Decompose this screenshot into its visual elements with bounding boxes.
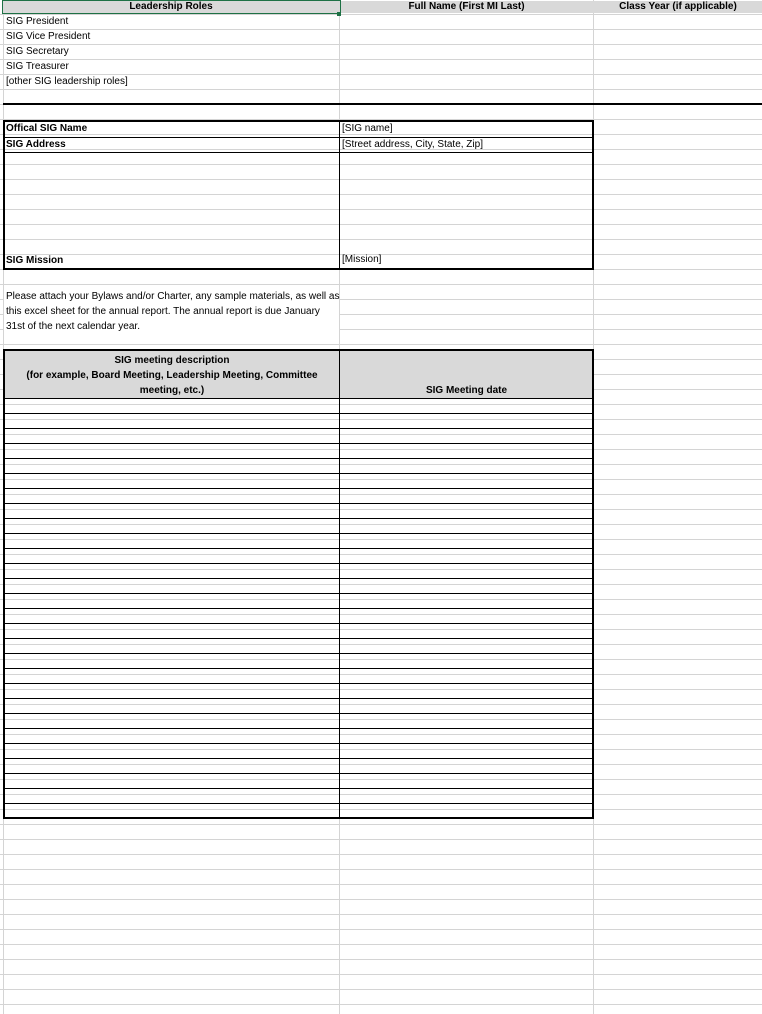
role-treasurer[interactable]: SIG Treasurer	[6, 61, 69, 72]
meeting-row-line	[5, 623, 592, 624]
meeting-row-line	[5, 443, 592, 444]
meetings-table-border	[3, 349, 594, 819]
meeting-row-line	[5, 548, 592, 549]
grid-row-line	[0, 29, 762, 30]
meeting-row-line	[5, 428, 592, 429]
grid-row-line	[0, 914, 762, 915]
grid-row-line	[0, 89, 762, 90]
meeting-row-line	[5, 788, 592, 789]
sig-mission-label: SIG Mission	[6, 255, 64, 266]
meeting-row-line	[5, 503, 592, 504]
meeting-row-line	[5, 668, 592, 669]
grid-row-line	[0, 959, 762, 960]
instructions-line-1: Please attach your Bylaws and/or Charter, any sample materials, as well as	[6, 291, 340, 302]
instructions-line-2: this excel sheet for the annual report. The annual report is due January	[6, 306, 320, 317]
meeting-row-line	[5, 488, 592, 489]
meeting-date-header: SIG Meeting date	[425, 385, 508, 396]
sig-address-value[interactable]: [Street address, City, State, Zip]	[342, 139, 483, 150]
meeting-row-line	[5, 773, 592, 774]
header-class-year: Class Year (if applicable)	[619, 1, 737, 12]
meeting-description-header-line-2: (for example, Board Meeting, Leadership Meeting, Committee	[26, 370, 318, 381]
meeting-row-line	[5, 608, 592, 609]
grid-row-line	[0, 944, 762, 945]
grid-row-line	[0, 59, 762, 60]
role-president[interactable]: SIG President	[6, 16, 69, 27]
meeting-row-line	[5, 593, 592, 594]
sig-info-box	[3, 120, 594, 270]
meetings-table-divider	[339, 351, 340, 817]
meeting-description-header-line-1: SIG meeting description	[114, 355, 230, 366]
grid-row-line	[0, 824, 762, 825]
meeting-row-line	[5, 803, 592, 804]
meeting-row-line	[5, 728, 592, 729]
meeting-row-line	[5, 698, 592, 699]
meeting-row-line	[5, 578, 592, 579]
meeting-row-line	[5, 518, 592, 519]
grid-row-line	[0, 14, 762, 15]
sig-name-label: Offical SIG Name	[6, 123, 88, 134]
sig-name-value[interactable]: [SIG name]	[342, 123, 393, 134]
grid-row-line	[0, 344, 762, 345]
role-secretary[interactable]: SIG Secretary	[6, 46, 69, 57]
meeting-row-line	[5, 398, 592, 399]
meeting-row-line	[5, 563, 592, 564]
role-other[interactable]: [other SIG leadership roles]	[6, 76, 128, 87]
grid-row-line	[0, 869, 762, 870]
meeting-row-line	[5, 743, 592, 744]
grid-row-line	[0, 839, 762, 840]
meeting-description-header-line-3: meeting, etc.)	[139, 385, 205, 396]
meeting-row-line	[5, 638, 592, 639]
grid-row-line	[0, 989, 762, 990]
sig-address-label: SIG Address	[6, 139, 66, 150]
sig-mission-value[interactable]: [Mission]	[342, 254, 382, 265]
grid-row-line	[0, 974, 762, 975]
grid-row-line	[0, 1004, 762, 1005]
meeting-row-line	[5, 458, 592, 459]
sig-address-row-line	[5, 152, 592, 153]
header-leadership-roles: Leadership Roles	[129, 1, 213, 12]
meeting-row-line	[5, 653, 592, 654]
grid-row-line	[0, 899, 762, 900]
sig-name-row-line	[5, 137, 592, 138]
meeting-row-line	[5, 758, 592, 759]
meeting-row-line	[5, 473, 592, 474]
meeting-row-line	[5, 413, 592, 414]
grid-row-line	[0, 74, 762, 75]
instructions-line-3: 31st of the next calendar year.	[6, 321, 140, 332]
roles-bottom-border	[3, 103, 762, 105]
header-full-name: Full Name (First MI Last)	[408, 1, 525, 12]
grid-row-line	[0, 44, 762, 45]
grid-row-line	[0, 854, 762, 855]
meeting-row-line	[5, 533, 592, 534]
sig-info-divider	[339, 122, 340, 268]
meeting-row-line	[5, 683, 592, 684]
meeting-row-line	[5, 713, 592, 714]
role-vice-president[interactable]: SIG Vice President	[6, 31, 91, 42]
grid-row-line	[0, 884, 762, 885]
grid-row-line	[0, 929, 762, 930]
